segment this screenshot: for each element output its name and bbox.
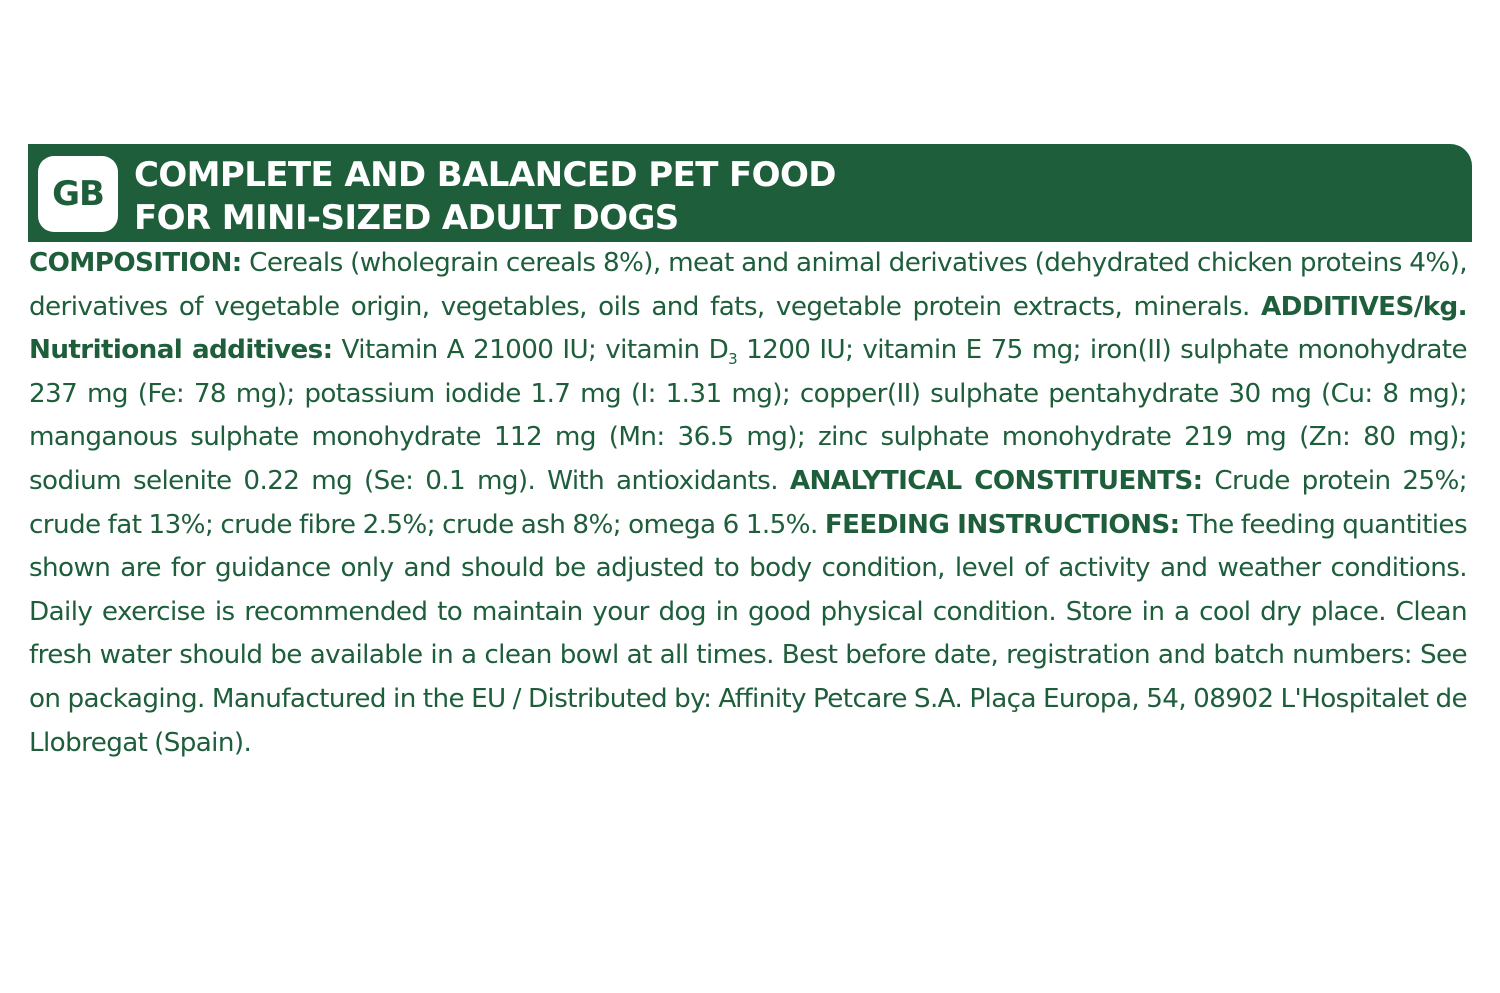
additives-label: ADDITIVES/kg. Nutritional additives: [29, 291, 1467, 366]
composition-text: Cereals (wholegrain cereals 8%), meat and animal derivatives (dehydrated chicken proteins 4%), derivatives of vegetable origin, vegetables, oils and fats, vegetable protein extracts, minerals. [29, 248, 1467, 322]
language-badge: GB [38, 156, 118, 232]
title-line-2: FOR MINI-SIZED ADULT DOGS [134, 198, 679, 238]
header-banner [28, 144, 1472, 242]
feeding-label: FEEDING INSTRUCTIONS: [824, 509, 1180, 540]
page-title [134, 154, 836, 240]
additives-text-b: 1200 IU; vitamin E 75 mg; iron(II) sulphate monohydrate 237 mg (Fe: 78 mg); potassium iodide 1.7 mg (I: 1.31 mg); copper(II) sulphate pentahydrate 30 mg (Cu: 8 mg); manganous sulphate monohydrate 112 mg (Mn: 36.5 mg); zinc sulphate monohydrate 219 mg (Zn: 80 mg); sodium selenite 0.22 mg (Se: 0.1 mg). With antioxidants. [29, 335, 1467, 496]
analytical-label: ANALYTICAL CONSTITUENTS: [789, 465, 1203, 496]
vitamin-d-subscript: 3 [728, 350, 738, 369]
composition-label: COMPOSITION: [29, 248, 242, 278]
additives-text-a: Vitamin A 21000 IU; vitamin D [332, 335, 729, 366]
feeding-text: The feeding quantities shown are for guidance only and should be adjusted to body condition, level of activity and weather conditions. Daily exercise is recommended to maintain your dog in good physical condition. Store in a cool dry place. Clean fresh water should be available in a clean bowl at all times. Best before date, registration and batch numbers: See on packaging. Manufactured in the EU / Distributed by: Affinity Petcare S.A. Plaça Europa, 54, 08902 L'Hospitalet de Llobregat (Spain). [29, 509, 1467, 758]
analytical-text: Crude protein 25%; crude fat 13%; crude fibre 2.5%; crude ash 8%; omega 6 1.5%. [29, 465, 1468, 540]
title-line-1: COMPLETE AND BALANCED PET FOOD [134, 155, 836, 195]
label-body-text [29, 242, 1467, 765]
